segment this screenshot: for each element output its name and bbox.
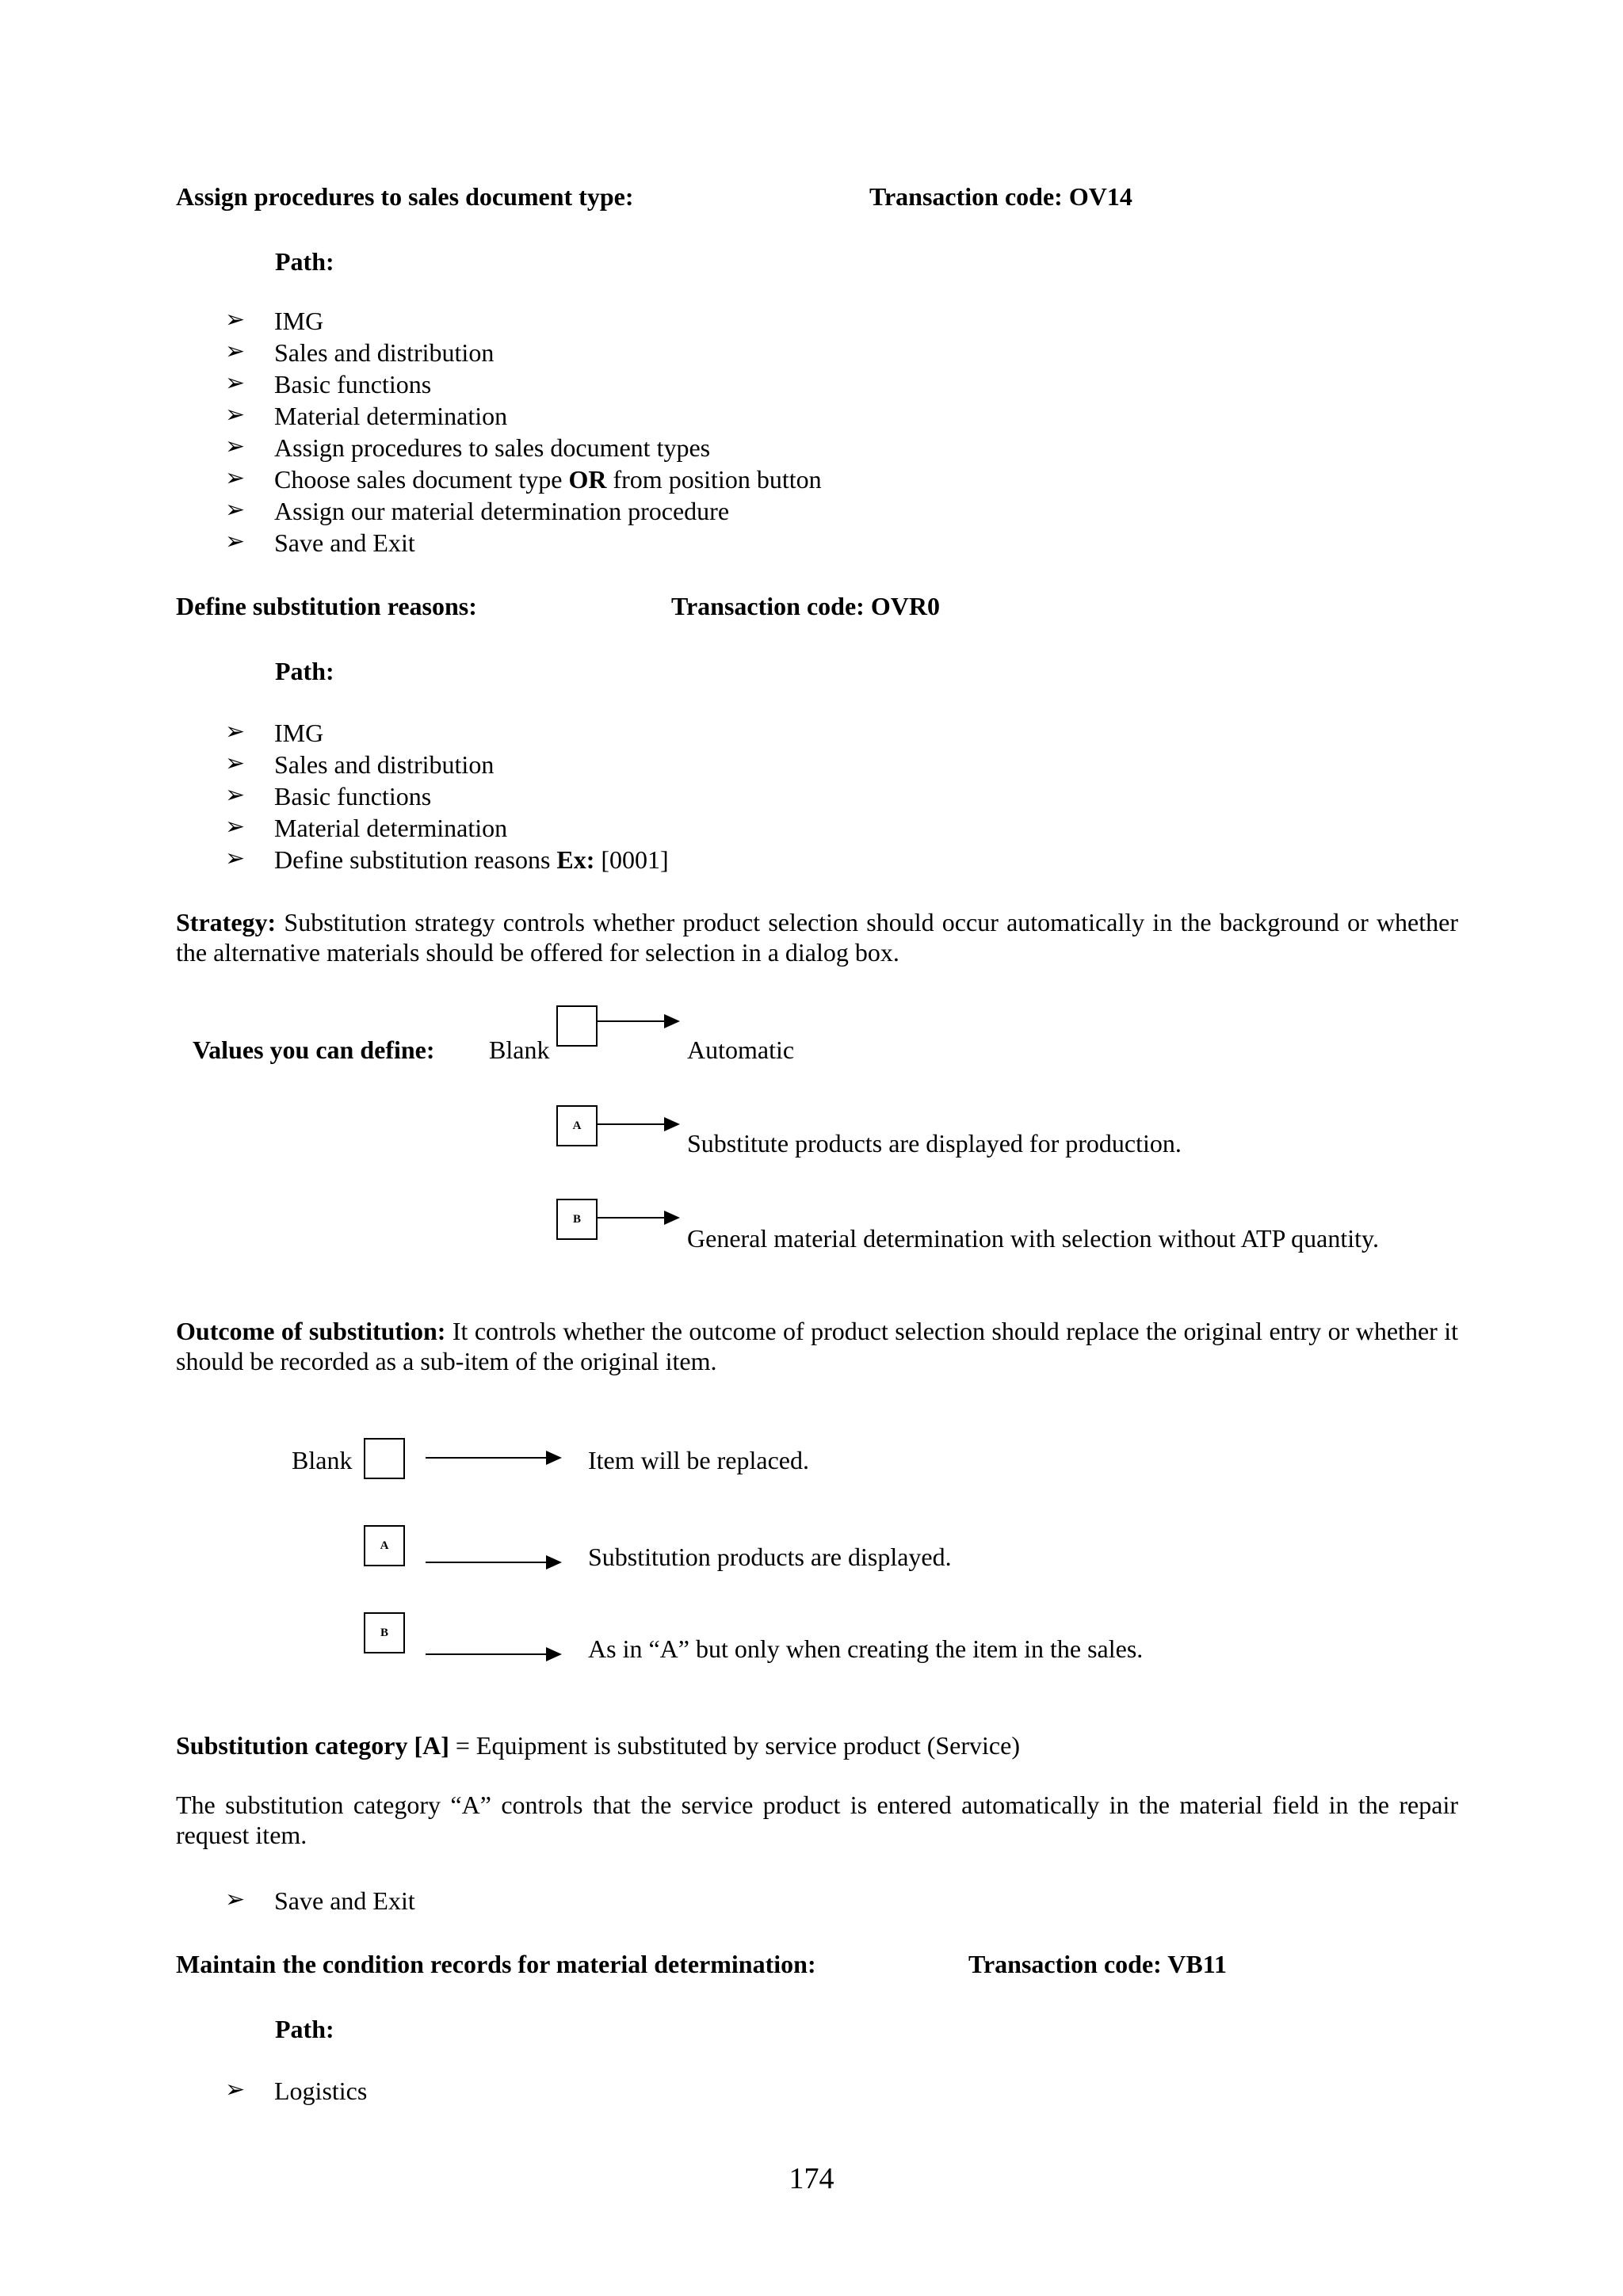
values-label: Values you can define: bbox=[193, 1035, 435, 1064]
arrow-bullet-icon: ➢ bbox=[225, 1886, 246, 1913]
option-box: B bbox=[364, 1612, 405, 1653]
arrow-bullet-icon: ➢ bbox=[225, 718, 246, 746]
option-box bbox=[556, 1005, 598, 1047]
arrow-bullet-icon: ➢ bbox=[225, 338, 246, 365]
option-description: Substitute products are displayed for production. bbox=[687, 1129, 1182, 1158]
outcome-paragraph: Outcome of substitution: It controls whether the outcome of product selection should replace the original entry or whether it should be recorded as a sub-item of the original item. bbox=[176, 1317, 1459, 1375]
category-paragraph: The substitution category “A” controls that the service product is entered automatically in the material field in the repair request item. bbox=[176, 1791, 1458, 1849]
document-page: Assign procedures to sales document type: Transaction code: OV14 Path: ➢ IMG ➢ Sales and distribution ➢ Basic functions ➢ Material determination ➢ Assign procedures to sales document types ➢ Choose sales document type OR from position button ➢ Assign our material determination procedure ➢ Save and Exit Define substitution reasons: Transaction code: OVR0 Path: ➢ IMG ➢ Sales and distribution ➢ Basic functions ➢ Material determination ➢ Define substitution reasons Ex: [0001] Strategy: Substitution strategy controls whether product selection should occur automatically in the background or whether the alternative materials should be offered for selection in a dialog box. Values you can define: Blank Automatic A Substitute products are displayed for production. B General material determination with selection without ATP quantity. Outcome of substitution: It controls whether the outcome of product selection should replace the original entry or whether it should be recorded as a sub-item of the original item. Blank Item will be replaced. A Substitution products are displayed. B As in “A” but only when creating the item in the sales. Substitution category [A] = Equipment is substituted by service product (Service) The substitution category “A” controls that the service product is entered automatically in the material field in the repair request item. ➢ Save and Exit Maintain the condition records for material determination: Transaction code: VB11 Path: ➢ Logistics 174 bbox=[0, 0, 1623, 2296]
blank-label: Blank bbox=[489, 1035, 550, 1064]
arrow-icon bbox=[598, 1217, 677, 1219]
option-description: Item will be replaced. bbox=[588, 1446, 809, 1474]
option-box: A bbox=[556, 1105, 598, 1146]
transaction-code: Transaction code: OV14 bbox=[869, 182, 1132, 211]
category-line: Substitution category [A] = Equipment is substituted by service product (Service) bbox=[176, 1731, 1020, 1760]
page-number: 174 bbox=[789, 2162, 834, 2195]
option-box: A bbox=[364, 1525, 405, 1566]
arrow-icon bbox=[598, 1123, 677, 1125]
option-box bbox=[364, 1438, 405, 1479]
option-description: As in “A” but only when creating the item in the sales. bbox=[588, 1634, 1144, 1663]
arrow-bullet-icon: ➢ bbox=[225, 781, 246, 809]
blank-label: Blank bbox=[292, 1446, 353, 1474]
path-label: Path: bbox=[275, 247, 334, 276]
option-box: B bbox=[556, 1199, 598, 1240]
section-heading: Maintain the condition records for material determination: bbox=[176, 1950, 816, 1978]
arrow-bullet-icon: ➢ bbox=[225, 749, 246, 777]
arrow-icon bbox=[426, 1562, 559, 1563]
transaction-code: Transaction code: OVR0 bbox=[671, 592, 940, 620]
transaction-code: Transaction code: VB11 bbox=[968, 1950, 1227, 1978]
option-description: General material determination with selection without ATP quantity. bbox=[687, 1224, 1379, 1253]
arrow-bullet-icon: ➢ bbox=[225, 369, 246, 397]
section-heading: Assign procedures to sales document type: bbox=[176, 182, 634, 211]
path-label: Path: bbox=[275, 2015, 334, 2043]
arrow-bullet-icon: ➢ bbox=[225, 845, 246, 872]
arrow-icon bbox=[426, 1457, 559, 1459]
arrow-bullet-icon: ➢ bbox=[225, 2076, 246, 2103]
arrow-bullet-icon: ➢ bbox=[225, 401, 246, 429]
arrow-bullet-icon: ➢ bbox=[225, 496, 246, 524]
section-heading: Define substitution reasons: bbox=[176, 592, 477, 620]
arrow-bullet-icon: ➢ bbox=[225, 813, 246, 841]
arrow-icon bbox=[598, 1020, 677, 1022]
arrow-bullet-icon: ➢ bbox=[225, 306, 246, 334]
option-description: Substitution products are displayed. bbox=[588, 1543, 952, 1571]
arrow-bullet-icon: ➢ bbox=[225, 433, 246, 460]
arrow-icon bbox=[426, 1653, 559, 1655]
strategy-paragraph: Strategy: Substitution strategy controls whether product selection should occur automatically in the background or whether the alternative materials should be offered for selection in a dialog box. bbox=[176, 908, 1459, 967]
arrow-bullet-icon: ➢ bbox=[225, 528, 246, 555]
arrow-bullet-icon: ➢ bbox=[225, 464, 246, 492]
path-label: Path: bbox=[275, 657, 334, 685]
option-description: Automatic bbox=[687, 1035, 795, 1064]
